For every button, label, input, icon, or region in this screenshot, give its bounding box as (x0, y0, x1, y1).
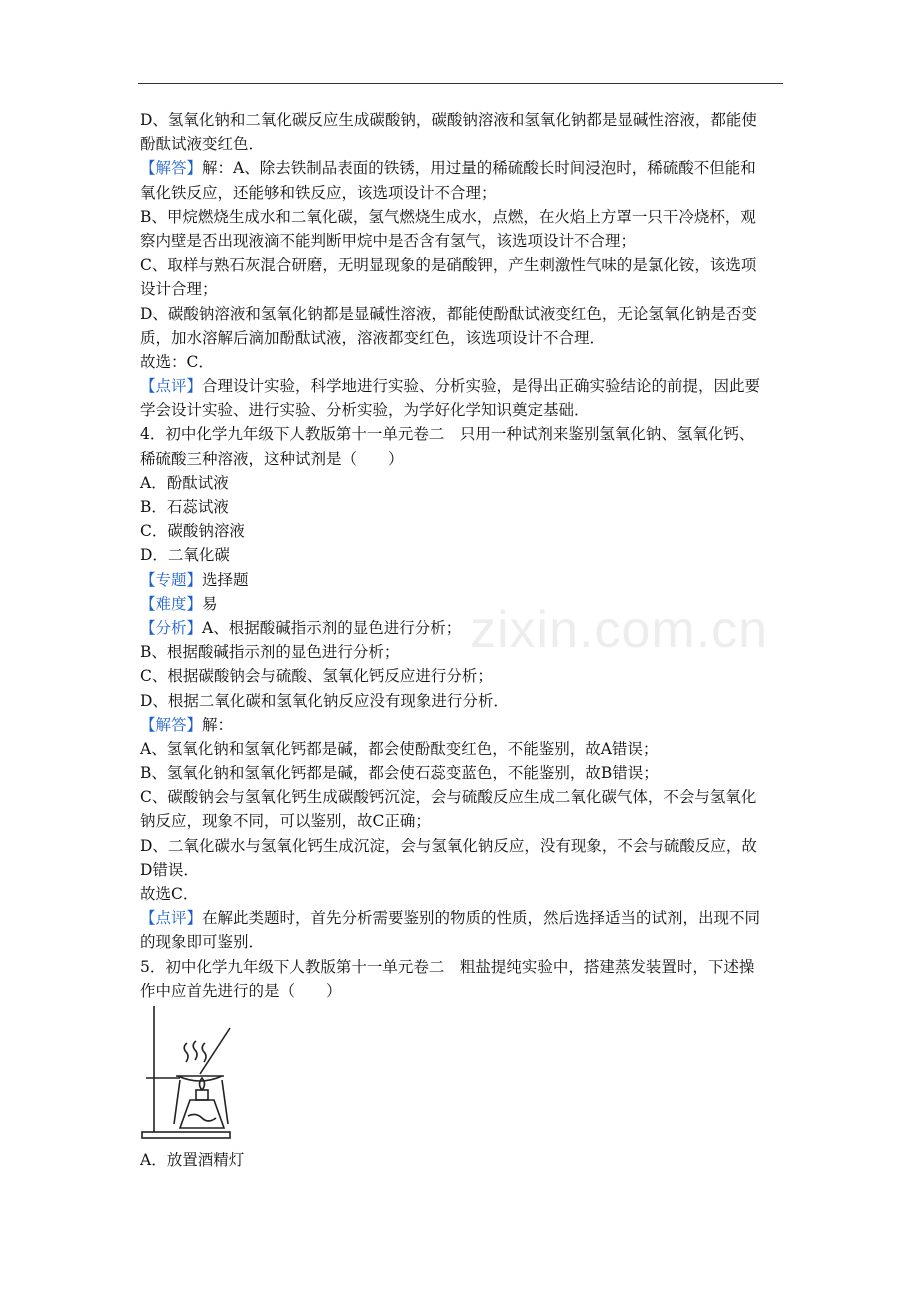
text-line (140, 955, 785, 979)
text-line (140, 906, 785, 930)
option-a: A．放置酒精灯 (140, 1151, 245, 1169)
text-line (140, 447, 785, 471)
text-line (140, 737, 785, 761)
text-line (140, 302, 785, 326)
line-text: 的现象即可鉴别． (140, 933, 265, 952)
line-text: 易 (202, 594, 218, 613)
line-text: C、碳酸钠会与氢氧化钙生成碳酸钙沉淀，会与硫酸反应生成二氧化碳气体，不会与氢氧化 (140, 788, 757, 807)
line-text: D、碳酸钠溶液和氢氧化钠都是显碱性溶液，都能使酚酞试液变红色，无论氢氧化钠是否变 (140, 304, 757, 323)
line-text: 选择题 (202, 570, 249, 589)
line-text: 合理设计实验，科学地进行实验、分析实验，是得出正确实验结论的前提，因此要 (202, 377, 761, 396)
text-line (140, 205, 785, 229)
text-line (140, 374, 785, 398)
line-text: D．二氧化碳 (140, 546, 230, 565)
text-line (140, 689, 785, 713)
text-line (140, 422, 785, 446)
header-rule (138, 83, 783, 84)
line-text: 氧化铁反应，还能够和铁反应，该选项设计不合理； (140, 183, 497, 202)
line-text: 设计合理； (140, 280, 218, 299)
text-line (140, 132, 785, 156)
line-text: 作中应首先进行的是（ ） (140, 981, 342, 1000)
line-text: 解：A、除去铁制品表面的铁锈，用过量的稀硫酸长时间浸泡时，稀硫酸不但能和 (202, 159, 756, 178)
watermark: zixin.com.cn (470, 601, 769, 659)
line-text: A、根据酸碱指示剂的显色进行分析； (202, 618, 462, 637)
text-line (140, 785, 785, 809)
text-line (140, 664, 785, 688)
line-text: B、根据酸碱指示剂的显色进行分析； (140, 643, 400, 662)
line-text: C、取样与熟石灰混合研磨，无明显现象的是硝酸钾，产生刺激性气味的是氯化铵，该选项 (140, 256, 757, 275)
line-text: 故选C． (140, 885, 199, 903)
text-line (140, 568, 785, 592)
section-tag: 【解答】 (140, 715, 203, 734)
text-line (140, 543, 785, 567)
line-text: B．石蕊试液 (140, 498, 229, 516)
line-text: D、二氧化碳水与氢氧化钙生成沉淀，会与氢氧化钠反应，没有现象，不会与硫酸反应，故 (140, 836, 757, 855)
line-text: 解： (202, 715, 234, 734)
line-text: A、氢氧化钠和氢氧化钙都是碱，都会使酚酞变红色，不能鉴别，故A错误； (140, 739, 659, 758)
text-line (140, 277, 785, 301)
text-line (140, 181, 785, 205)
text-line (140, 930, 785, 954)
text-line (140, 519, 785, 543)
line-text: 学会设计实验、进行实验、分析实验，为学好化学知识奠定基础． (140, 401, 590, 420)
text-line (140, 834, 785, 858)
line-text: C、根据碳酸钠会与硫酸、氢氧化钙反应进行分析； (140, 667, 493, 686)
section-tag: 【分析】 (140, 618, 203, 637)
text-line (140, 761, 785, 785)
evaporation-apparatus-illustration (140, 1004, 236, 1142)
line-text: 酚酞试液变红色． (140, 135, 265, 154)
line-text: 质，加水溶解后滴加酚酞试液，溶液都变红色，该选项设计不合理． (140, 328, 606, 347)
text-line (140, 229, 785, 253)
line-text: 稀硫酸三种溶液，这种试剂是（ ） (140, 449, 404, 468)
line-text: 钠反应，现象不同，可以鉴别，故C正确； (140, 812, 431, 831)
section-tag: 【点评】 (140, 377, 203, 396)
text-line (140, 640, 785, 664)
text-line (140, 495, 785, 519)
text-line (140, 108, 785, 132)
text-line (140, 713, 785, 737)
line-text: D错误． (140, 860, 199, 879)
text-line (140, 326, 785, 350)
text-line (140, 398, 785, 422)
text-line (140, 592, 785, 616)
text-line (140, 616, 785, 640)
text-line (140, 809, 785, 833)
section-tag: 【难度】 (140, 594, 203, 613)
text-line (140, 253, 785, 277)
line-text: D、氢氧化钠和二氧化碳反应生成碳酸钠，碳酸钠溶液和氢氧化钠都是显碱性溶液，都能使 (140, 111, 757, 129)
line-text: 察内壁是否出现液滴不能判断甲烷中是否含有氢气，该选项设计不合理； (140, 231, 637, 250)
line-text: D、根据二氧化碳和氢氧化钠反应没有现象进行分析． (140, 691, 509, 710)
text-line (140, 156, 785, 180)
text-line (140, 858, 785, 882)
line-text: B、甲烷燃烧生成水和二氧化碳，氢气燃烧生成水，点燃，在火焰上方罩一只干冷烧杯，观 (140, 207, 756, 226)
line-text: 4．初中化学九年级下人教版第十一单元卷二 只用一种试剂来鉴别氢氧化钠、氢氧化钙、 (140, 425, 755, 444)
section-tag: 【点评】 (140, 909, 203, 928)
line-text: B、氢氧化钠和氢氧化钙都是碱，都会使石蕊变蓝色，不能鉴别，故B错误； (140, 764, 659, 783)
document-body (140, 108, 785, 1003)
text-line (140, 471, 785, 495)
text-line (140, 882, 785, 906)
section-tag: 【专题】 (140, 570, 203, 589)
text-line (140, 979, 785, 1003)
line-text: 5．初中化学九年级下人教版第十一单元卷二 粗盐提纯实验中，搭建蒸发装置时，下述操 (140, 957, 755, 976)
section-tag: 【解答】 (140, 159, 203, 178)
line-text: C．碳酸钠溶液 (140, 522, 245, 541)
line-text: 在解此类题时，首先分析需要鉴别的物质的性质，然后选择适当的试剂，出现不同 (202, 909, 761, 928)
option-a-line (140, 1148, 785, 1172)
text-line (140, 350, 785, 374)
line-text: A．酚酞试液 (140, 473, 229, 492)
line-text: 故选：C． (140, 352, 214, 371)
